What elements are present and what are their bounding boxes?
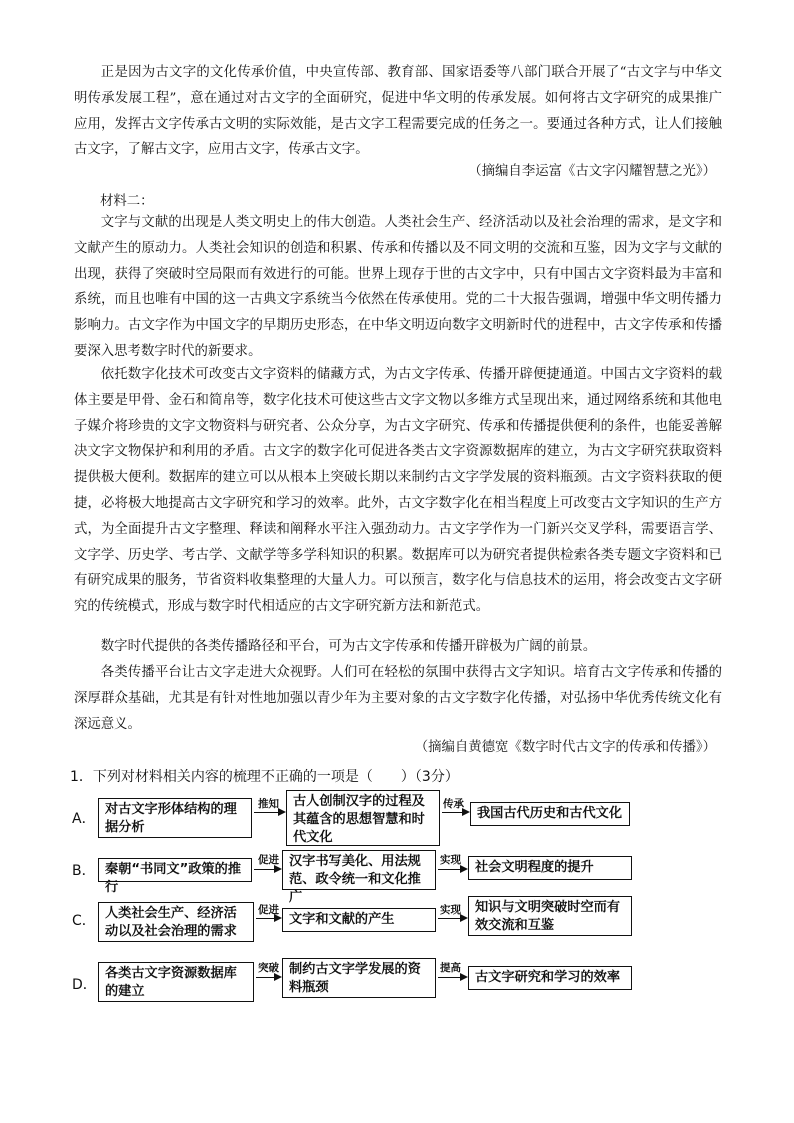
flow-arrow-icon <box>442 812 468 813</box>
option-letter: D． <box>72 977 97 993</box>
flow-arrow-label: 实现 <box>440 904 461 916</box>
material2-heading: 材料二： <box>100 194 154 209</box>
flow-box-cause: 秦朝“书同文”政策的推行 <box>98 858 252 882</box>
flow-arrow-icon <box>438 869 466 870</box>
material2-source: （摘编自黄德宽《数字时代古文字的传承和传播》） <box>414 740 716 755</box>
flow-box-result: 社会文明程度的提升 <box>468 856 632 880</box>
flow-arrow-label: 促进 <box>258 904 279 916</box>
flow-box-middle: 古人创制汉字的过程及其蕴含的思想智慧和时代文化 <box>286 790 440 846</box>
flow-arrow-label: 促进 <box>258 854 279 866</box>
flow-arrow-label: 突破 <box>258 962 279 974</box>
material1-paragraph: 正是因为古文字的文化传承价值，中央宣传部、教育部、国家语委等八部门联合开展了“古文字与中华文明传承发展工程”，意在通过对古文字的全面研究，促进中华文明的传承发展。如何将古文字研究的成果推广应用，发挥古文字传承古文明的实际效能，是古文字工程需要完成的任务之一。要通过各种方式，让人们接触古文字，了解古文字，应用古文字，传承古文字。 <box>74 65 722 158</box>
flow-box-result: 知识与文明突破时空而有效交流和互鉴 <box>468 896 632 936</box>
flow-box-middle: 汉字书写美化、用法规范、政令统一和文化推广 <box>282 850 436 890</box>
flow-arrow-icon <box>438 977 466 978</box>
option-letter: A． <box>72 811 96 827</box>
flow-arrow-icon <box>256 918 280 919</box>
option-letter: B． <box>72 863 96 879</box>
question-stem: 1．下列对材料相关内容的梳理不正确的一项是（ ）（3分） <box>70 769 459 785</box>
flow-arrow-icon <box>254 869 280 870</box>
flow-arrow-label: 推知 <box>258 798 279 810</box>
material2-paragraph-2: 依托数字化技术可改变古文字资料的储藏方式，为古文字传承、传播开辟便捷通道。中国古文字资料的载体主要是甲骨、金石和简帛等，数字化技术可使这些古文字文物以多维方式呈现出来，通过网络系统和其他电子媒介将珍贵的文字文物资料与研究者、公众分享，为古文字研究、传承和传播提供便利的条件，也能妥善解决文字文物保护和利用的矛盾。古文字的数字化可促进各类古文字资源数据库的建立，为古文字研究获取资料提供极大便利。数据库的建立可以从根本上突破长期以来制约古文字学发展的资料瓶颈。古文字资料获取的便捷，必将极大地提高古文字研究和学习的效率。此外，古文字数字化在相当程度上可改变古文字知识的生产方式，为全面提升古文字整理、释读和阐释水平注入强劲动力。古文字学作为一门新兴交叉学科，需要语言学、文字学、历史学、考古学、文献学等多学科知识的积累。数据库可以为研究者提供检索各类专题文字资料和已有研究成果的服务，节省资料收集整理的大量人力。可以预言，数字化与信息技术的运用，将会改变古文字研究的传统模式，形成与数字时代相适应的古文字研究新方法和新范式。 <box>74 367 722 615</box>
flow-box-cause: 对古文字形体结构的理据分析 <box>98 798 252 838</box>
flow-box-middle: 文字和文献的产生 <box>282 908 436 932</box>
flow-arrow-label: 实现 <box>440 854 461 866</box>
material2-paragraph-4: 各类传播平台让古文字走进大众视野。人们可在轻松的氛围中获得古文字知识。培育古文字传承和传播的深厚群众基础，尤其是有针对性地加强以青少年为主要对象的古文字数字化传播，对弘扬中华优秀传统文化有深远意义。 <box>74 665 722 732</box>
flow-arrow-icon <box>256 977 280 978</box>
option-letter: C． <box>72 913 96 929</box>
flow-arrow-label: 传承 <box>443 798 464 810</box>
material1-source: （摘编自李运富《古文字闪耀智慧之光》） <box>468 164 716 179</box>
flow-box-result: 古文字研究和学习的效率 <box>468 966 632 990</box>
flow-arrow-icon <box>254 812 284 813</box>
material2-paragraph-1: 文字与文献的出现是人类文明史上的伟大创造。人类社会生产、经济活动以及社会治理的需求，是文字和文献产生的原动力。人类社会知识的创造和积累、传承和传播以及不同文明的交流和互鉴，因为文字与文献的出现，获得了突破时空局限而有效进行的可能。世界上现存于世的古文字中，只有中国古文字资料最为丰富和系统，而且也唯有中国的这一古典文字系统当今依然在传承使用。党的二十大报告强调，增强中华文明传播力影响力。古文字作为中国文字的早期历史形态，在中华文明迈向数字文明新时代的进程中，古文字传承和传播要深入思考数字时代的新要求。 <box>74 215 722 359</box>
flow-box-result: 我国古代历史和古代文化 <box>470 802 630 826</box>
material2-paragraph-3: 数字时代提供的各类传播路径和平台，可为古文字传承和传播开辟极为广阔的前景。 <box>100 639 597 654</box>
flow-box-cause: 各类古文字资源数据库的建立 <box>98 962 254 1002</box>
flow-box-middle: 制约古文字学发展的资料瓶颈 <box>282 958 436 998</box>
flow-box-cause: 人类社会生产、经济活动以及社会治理的需求 <box>98 902 254 942</box>
flow-arrow-icon <box>438 918 466 919</box>
flow-arrow-label: 提高 <box>440 962 461 974</box>
